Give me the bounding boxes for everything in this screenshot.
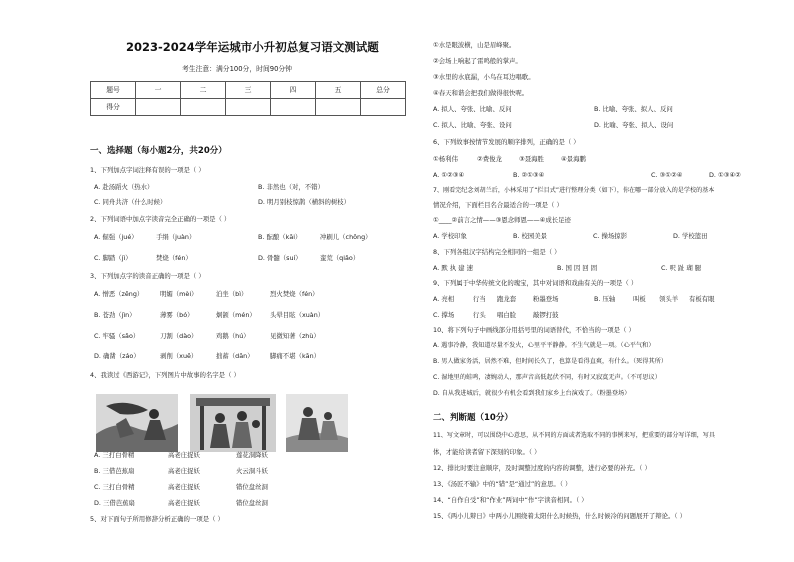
score-cell: [361, 99, 406, 116]
q3-option-c-2: 刀割（dào）: [160, 332, 198, 340]
spider-cave-illustration: [286, 384, 348, 462]
score-cell: [271, 99, 316, 116]
question-7: 7、刚看完纪念刘胡兰后，小林采用了“拦目式”进行整理分类（如下），你在哪一部分放入的是学校的基本: [433, 187, 715, 194]
q3-option-a-1: A. 憎恶（zēng）: [94, 290, 144, 298]
question-1: 1、下列加点字词注释有误的一项是（ ）: [90, 166, 205, 174]
q3-option-c-1: C. 牢骚（sǎo）: [94, 332, 140, 340]
q4-option-b-2: 高老庄捉妖: [168, 467, 200, 475]
q9-option-a-1: A. 亮相: [433, 295, 455, 303]
q2-option-c-word1: C. 脚踏（jì）: [94, 254, 132, 262]
exam-title: 2023-2024学年运城市小升初总复习语文测试题: [126, 40, 379, 54]
q8-option-c: C. 呎 趾 瑚 腿: [661, 264, 702, 272]
q3-option-a-2: 明媚（mèi）: [160, 290, 198, 298]
q3-option-a-3: 泊坐（bì）: [216, 290, 248, 298]
q4-option-a-3: 莲花洞降妖: [236, 451, 268, 459]
q9-option-a-2: 行当: [473, 295, 486, 303]
q4-option-d-2: 高老庄捉妖: [168, 499, 200, 507]
q9-option-c-1: C. 撑场: [433, 311, 455, 319]
q3-option-d-2: 剥削（xuē）: [160, 352, 198, 360]
q2-option-b-word1: B. 酝酿（kāi）: [258, 233, 302, 241]
q5-sentence-2: ②会场上响起了雷鸣般的掌声。: [433, 57, 522, 65]
q8-option-a: A. 默 执 建 速: [433, 264, 473, 272]
question-3: 3、下列加点字的读音正确的一项是（ ）: [90, 272, 205, 280]
section-heading-choice: 一、选择题（每小题2分，共20分）: [90, 146, 227, 156]
q10-option-c: C. 湿地里的蛙鸣，凄婉动人，那声音高低起伏不同，有时又寂寞无声。（不可思议）: [433, 374, 661, 381]
q9-option-c-4: 敲锣打鼓: [533, 311, 559, 319]
question-4: 4、我读过《西游记》，下列图片中故事的名字是（ ）: [90, 371, 240, 379]
q3-option-b-2: 薄雾（bó）: [160, 311, 194, 319]
q5-option-b: B. 比喻、夸张、拟人、反问: [594, 105, 673, 113]
q3-option-b-1: B. 苍劲（jìn）: [94, 311, 136, 319]
score-cell: 一: [136, 82, 181, 99]
question-2: 2、下列词语中加点字读音完全正确的一项是（ ）: [90, 215, 231, 223]
q5-option-c: C. 拟人、比喻、夸张、设问: [433, 121, 512, 129]
q6-option-c: C. ③①②④: [651, 171, 683, 179]
q4-option-c-3: 错位盘丝洞: [236, 483, 268, 491]
q7-option-a: A. 学校印象: [433, 232, 467, 240]
q4-option-a-1: A. 三打白骨精: [94, 451, 135, 459]
q5-sentence-4: ④春天和谐会把我们做得很快呢。: [433, 89, 529, 97]
q3-option-a-4: 烈火焚烧（fén）: [270, 290, 319, 298]
q4-option-a-2: 高老庄捉妖: [168, 451, 200, 459]
q2-option-a-word2: 手绢（juàn）: [156, 233, 196, 241]
score-cell: 四: [271, 82, 316, 99]
q7-outline: ①____②前言之情——③恩念师恩——④成长足迹: [433, 216, 571, 224]
q4-option-b-1: B. 三借芭蕉扇: [94, 467, 135, 475]
q9-option-b-4: 有板有眼: [689, 295, 715, 303]
q7-option-b: B. 校园美景: [513, 232, 548, 240]
q9-option-b-1: B. 压轴: [594, 295, 616, 303]
q5-sentence-1: ①水是眼波横，山是眉峰聚。: [433, 41, 516, 49]
q9-option-c-3: 唱白脸: [497, 311, 517, 319]
q9-option-c-2: 行头: [473, 311, 486, 319]
q3-option-b-4: 头晕目眩（xuàn）: [270, 311, 325, 319]
q2-option-b-word2: 冲刷儿（chōng）: [320, 233, 372, 241]
q6-item-1: ①杨利伟: [433, 155, 458, 163]
q4-option-c-2: 高老庄捉妖: [168, 483, 200, 491]
q3-option-d-4: 脚痛不堪（kān）: [270, 352, 321, 360]
q5-option-a: A. 拟人、夸张、比喻、反问: [433, 105, 512, 113]
score-cell: 二: [181, 82, 226, 99]
score-cell: 三: [226, 82, 271, 99]
judgment-14: 14、“自作自受”和“作业”两词中“作”字读音相同。（ ）: [433, 496, 588, 504]
judgment-15: 15、《两小儿辩日》中两小儿围绕着太阳什么时候热，什么时候冷的问题展开了辩论。（ ）: [433, 512, 686, 520]
q5-sentence-3: ③水里的水底漏，小鸟在耳边唱歌。: [433, 73, 535, 81]
q4-option-d-1: D. 三借芭蕉扇: [94, 499, 135, 507]
q4-option-c-1: C. 三打白骨精: [94, 483, 135, 491]
score-table-score-row: [91, 99, 406, 116]
q7-option-c: C. 操场掠影: [593, 232, 628, 240]
question-7-cont: 情况介绍，下面栏目名合最适合的一项是（ ）: [433, 201, 563, 209]
q10-option-b: B. 男人做家务活，居然不难，但时间长久了，也算是看得直爽，有什么。（死得其所）: [433, 358, 668, 365]
question-8: 8、下列各组汉字结构完全相同的一组是（ ）: [433, 248, 561, 256]
judgment-12: 12、排比时要注意顺序，及时调整过度的内容的调整，进行必要的补充。（ ）: [433, 464, 651, 472]
q9-option-a-3: 跑龙套: [497, 295, 517, 303]
q6-option-b: B. ②①③④: [513, 171, 545, 179]
question-10: 10、将下列句子中画线部分用括号里的词语替代，不恰当的一项是（ ）: [433, 326, 635, 334]
q10-option-d: D. 自从我进城后，就很少有机会看到我们家乡上台演戏了。（粉墨登场）: [433, 390, 631, 397]
q2-option-d-word1: D. 骨髓（suí）: [258, 254, 302, 262]
q7-option-d: D. 学校篮田: [673, 232, 708, 240]
score-table-header-row: [91, 82, 406, 99]
judgment-11-cont: 体，才能给读者留下深刻的印象。（ ）: [433, 448, 541, 456]
exam-notice: 考生注意：满分100分，时间90分钟: [182, 65, 292, 73]
q10-option-a: A. 遇事冷静，我知道尽量不发火，心里平平静静。不生气就是一项。（心平气和）: [433, 342, 655, 349]
score-cell: 题号: [91, 82, 136, 99]
q3-option-c-3: 鸡鹅（hú）: [216, 332, 250, 340]
score-table: [90, 81, 406, 116]
judgment-11: 11、写文章时，可以围绕中心意思，从不同的方面或者选取不同的事例来写，把重要的部分写详细，写具: [433, 432, 715, 439]
score-cell: 五: [316, 82, 361, 99]
question-9: 9、下列属于中华传统文化的瑰宝，其中对词语和戏曲有关的一项是（ ）: [433, 279, 638, 287]
q1-option-b: B. 非然也（对，不错）: [258, 183, 324, 191]
q3-option-d-3: 拙蓄（dān）: [216, 352, 254, 360]
q9-option-a-4: 粉墨登场: [533, 295, 559, 303]
q6-item-4: ④景海鹏: [561, 155, 586, 163]
q1-option-a: A. 赴汤蹈火（热水）: [94, 183, 154, 191]
judgment-13: 13、《汤匠不输》中的“错”是“通过”的意思。（ ）: [433, 480, 572, 488]
q8-option-b: B. 国 因 回 固: [557, 264, 598, 272]
score-cell: [316, 99, 361, 116]
q1-option-c: C. 同舟共济（什么时候）: [94, 198, 167, 206]
score-cell: 得分: [91, 99, 136, 116]
q3-option-c-4: 见微知著（zhù）: [270, 332, 320, 340]
score-cell: 总分: [361, 82, 406, 99]
q6-option-a: A. ①②③④: [433, 171, 465, 179]
q6-item-3: ③聂海胜: [519, 155, 544, 163]
question-5: 5、对下面句子所用修辞分析正确的一项是（ ）: [90, 515, 224, 523]
q9-option-b-2: 叫板: [633, 295, 646, 303]
score-cell: [181, 99, 226, 116]
q4-option-d-3: 错位盘丝洞: [236, 499, 268, 507]
q2-option-d-word2: 蛮荒（qiǎo）: [320, 254, 360, 262]
q6-item-2: ②费俊龙: [477, 155, 502, 163]
q9-option-b-3: 领头羊: [659, 295, 679, 303]
score-cell: [226, 99, 271, 116]
score-cell: [136, 99, 181, 116]
q6-option-d: D. ①③④②: [709, 171, 741, 179]
question-6: 6、下列故事按情节发展的顺序排列，正确的是（ ）: [433, 138, 580, 146]
q2-option-a-word1: A. 倔强（jué）: [94, 233, 138, 241]
q3-option-d-1: D. 确凿（záo）: [94, 352, 140, 360]
section-heading-judgment: 二、判断题（10分）: [433, 413, 513, 423]
q3-option-b-3: 炯颌（mén）: [216, 311, 256, 319]
q5-option-d: D. 比喻、夸张、拟人、设问: [594, 121, 674, 129]
q1-option-d: D. 明月别枝惊鹊（横斜的树枝）: [258, 198, 351, 206]
q2-option-c-word2: 焚烧（fén）: [156, 254, 192, 262]
q4-option-b-3: 火云洞斗妖: [236, 467, 268, 475]
